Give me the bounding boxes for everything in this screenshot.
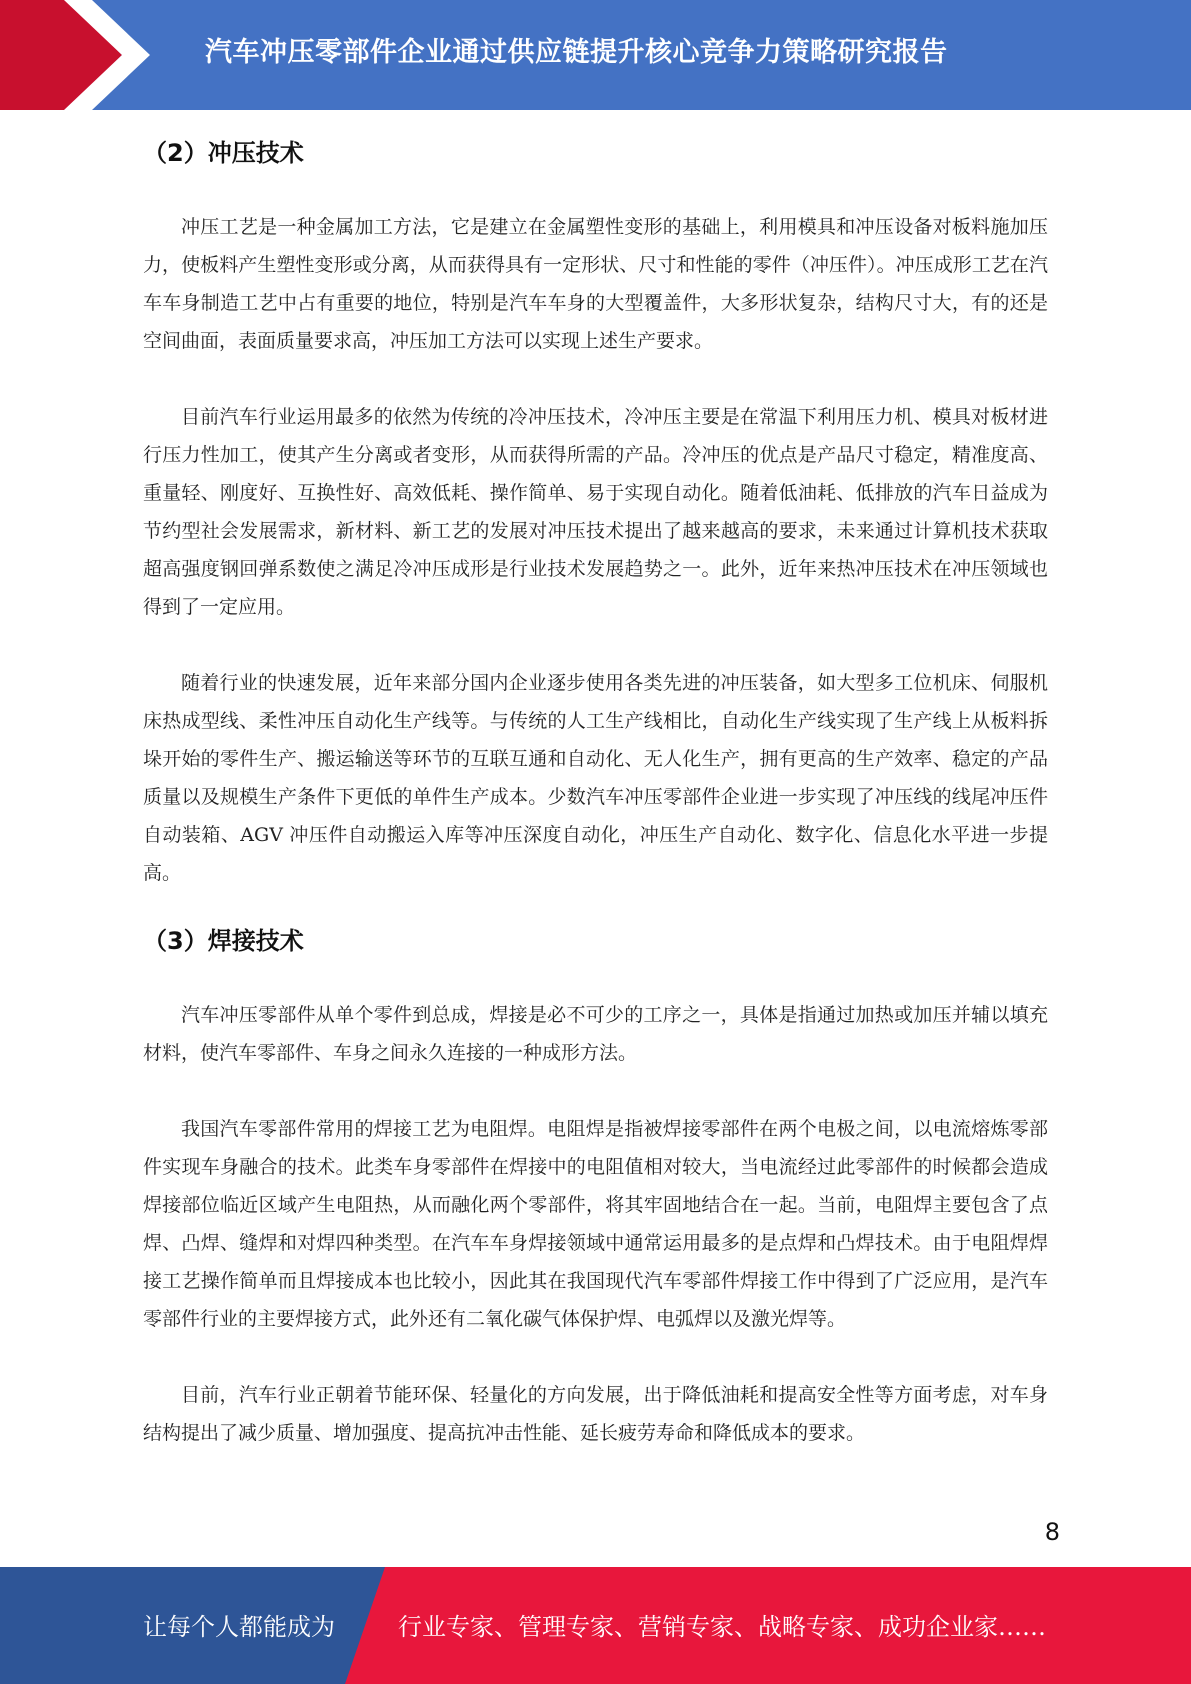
footer-slogan-right: 行业专家、管理专家、营销专家、战略专家、成功企业家…… xyxy=(398,1613,1046,1641)
page-content xyxy=(143,126,1048,1452)
paragraph: 冲压工艺是一种金属加工方法，它是建立在金属塑性变形的基础上，利用模具和冲压设备对板料施加压力，使板料产生塑性变形或分离，从而获得具有一定形状、尺寸和性能的零件（冲压件）。冲压成形工艺在汽车车身制造工艺中占有重要的地位，特别是汽车车身的大型覆盖件，大多形状复杂，结构尺寸大，有的还是空间曲面，表面质量要求高，冲压加工方法可以实现上述生产要求。 xyxy=(143,216,1048,352)
paragraph: 我国汽车零部件常用的焊接工艺为电阻焊。电阻焊是指被焊接零部件在两个电极之间，以电流熔炼零部件实现车身融合的技术。此类车身零部件在焊接中的电阻值相对较大，当电流经过此零部件的时候都会造成焊接部位临近区域产生电阻热，从而融化两个零部件，将其牢固地结合在一起。当前，电阻焊主要包含了点焊、凸焊、缝焊和对焊四种类型。在汽车车身焊接领域中通常运用最多的是点焊和凸焊技术。由于电阻焊焊接工艺操作简单而且焊接成本也比较小，因此其在我国现代汽车零部件焊接工作中得到了广泛应用，是汽车零部件行业的主要焊接方式，此外还有二氧化碳气体保护焊、电弧焊以及激光焊等。 xyxy=(143,1118,1048,1330)
paragraph: 汽车冲压零部件从单个零件到总成，焊接是必不可少的工序之一，具体是指通过加热或加压并辅以填充材料，使汽车零部件、车身之间永久连接的一种成形方法。 xyxy=(143,1004,1048,1064)
paragraph: 目前，汽车行业正朝着节能环保、轻量化的方向发展，出于降低油耗和提高安全性等方面考虑，对车身结构提出了减少质量、增加强度、提高抗冲击性能、延长疲劳寿命和降低成本的要求。 xyxy=(143,1384,1048,1444)
paragraph: 随着行业的快速发展，近年来部分国内企业逐步使用各类先进的冲压装备，如大型多工位机床、伺服机床热成型线、柔性冲压自动化生产线等。与传统的人工生产线相比，自动化生产线实现了生产线上从板料拆垛开始的零件生产、搬运输送等环节的互联互通和自动化、无人化生产，拥有更高的生产效率、稳定的产品质量以及规模生产条件下更低的单件生产成本。少数汽车冲压零部件企业进一步实现了冲压线的线尾冲压件自动装箱、AGV 冲压件自动搬运入库等冲压深度自动化，冲压生产自动化、数字化、信息化水平进一步提高。 xyxy=(143,672,1048,884)
footer-slogan-left: 让每个人都能成为 xyxy=(143,1613,335,1641)
paragraph: 目前汽车行业运用最多的依然为传统的冷冲压技术，冷冲压主要是在常温下利用压力机、模具对板材进行压力性加工，使其产生分离或者变形，从而获得所需的产品。冷冲压的优点是产品尺寸稳定，精准度高、重量轻、刚度好、互换性好、高效低耗、操作简单、易于实现自动化。随着低油耗、低排放的汽车日益成为节约型社会发展需求，新材料、新工艺的发展对冲压技术提出了越来越高的要求，未来通过计算机技术获取超高强度钢回弹系数使之满足冷冲压成形是行业技术发展趋势之一。此外，近年来热冲压技术在冲压领域也得到了一定应用。 xyxy=(143,406,1048,618)
report-title: 汽车冲压零部件企业通过供应链提升核心竞争力策略研究报告 xyxy=(205,37,948,68)
page-footer xyxy=(0,1567,1191,1684)
section-heading-welding: （3）焊接技术 xyxy=(143,927,304,955)
section-heading-stamping: （2）冲压技术 xyxy=(143,139,304,167)
page-number: 8 xyxy=(1044,1518,1060,1546)
page-header xyxy=(0,0,1191,110)
